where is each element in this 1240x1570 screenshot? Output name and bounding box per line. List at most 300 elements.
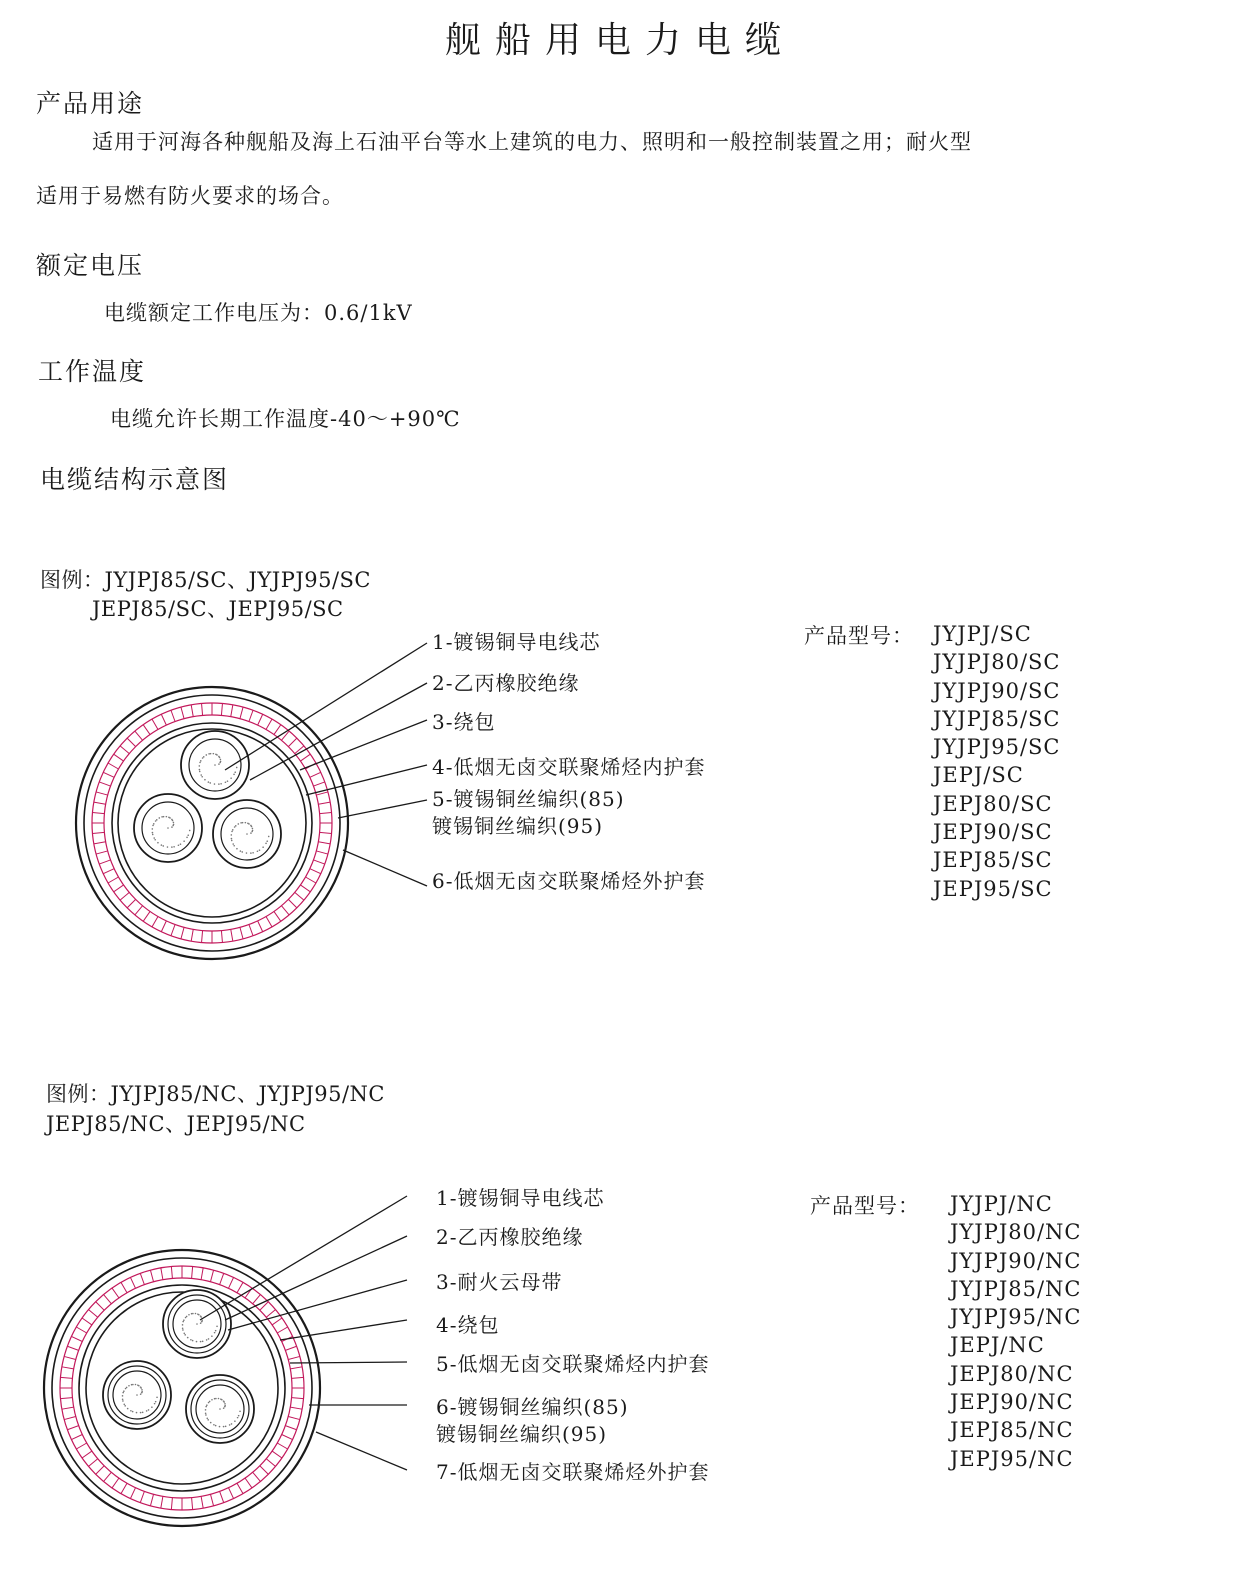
conductor-strand xyxy=(205,1409,207,1411)
model-item: JYJPJ90/NC xyxy=(950,1248,1082,1273)
braid-hatch xyxy=(288,1356,300,1359)
conductor-strand xyxy=(199,771,201,773)
braid-hatch xyxy=(76,1443,86,1449)
conductor-strand xyxy=(200,1322,202,1324)
braid-hatch xyxy=(253,1295,261,1304)
conductor-strand xyxy=(218,783,220,785)
conductor-strand xyxy=(130,1410,132,1412)
conductor-strand xyxy=(182,1324,184,1326)
conductor-strand xyxy=(126,1387,128,1389)
diagram2-model-list xyxy=(950,1190,1082,1473)
conductor-strand xyxy=(210,1422,212,1424)
conductor-strand xyxy=(167,846,169,848)
conductor-strand xyxy=(224,1406,226,1408)
braid-hatch xyxy=(120,746,129,754)
braid-hatch xyxy=(228,1277,233,1288)
usage-text-line2: 适用于易燃有防火要求的场合。 xyxy=(36,184,344,208)
braid-hatch xyxy=(245,1478,252,1488)
conductor-strand xyxy=(123,1390,125,1392)
braid-hatch xyxy=(135,906,143,915)
braid-hatch xyxy=(114,754,124,761)
conductor-strand xyxy=(122,1400,124,1402)
conductor-strand xyxy=(219,757,221,759)
braid-hatch xyxy=(202,931,203,943)
conductor-strand xyxy=(240,850,242,852)
braid-hatch xyxy=(143,725,150,735)
conductor-strand xyxy=(191,1313,193,1315)
braid-hatch xyxy=(112,1288,119,1298)
braid-hatch xyxy=(282,1434,293,1439)
diagram1-label-inner-sheath: 4-低烟无卤交联聚烯烃内护套 xyxy=(432,755,706,779)
conductor-strand xyxy=(219,762,221,764)
conductor-strand xyxy=(186,1316,188,1318)
conductor-strand xyxy=(123,1403,125,1405)
conductor-strand xyxy=(208,753,210,755)
conductor-strand xyxy=(206,1339,208,1341)
diagram2-label-braid-95: 镀锡铜丝编织(95) xyxy=(436,1422,608,1446)
conductor-strand xyxy=(227,780,229,782)
braid-hatch xyxy=(201,1496,203,1508)
conductor-strand xyxy=(167,827,169,829)
braid-hatch xyxy=(71,1336,82,1341)
diagram1-label-braid-85: 5-镀锡铜丝编织(85) xyxy=(432,787,625,811)
braid-hatch xyxy=(310,772,321,777)
conductor-strand xyxy=(219,1426,221,1428)
diagram2-label-conductor: 1-镀锡铜导电线芯 xyxy=(436,1186,605,1210)
conductor-strand xyxy=(246,852,248,854)
conductor-strand xyxy=(154,1403,156,1405)
braid-hatch xyxy=(249,924,253,935)
conductor-strand xyxy=(146,1410,148,1412)
braid-hatch xyxy=(143,911,150,921)
conductor-strand xyxy=(199,762,201,764)
conductor-strand xyxy=(140,1393,142,1395)
conductor-strand xyxy=(186,837,188,839)
conductor-strand xyxy=(231,834,233,836)
braid-hatch xyxy=(221,931,222,943)
diagram1-model-list xyxy=(933,620,1061,903)
conductor-strand xyxy=(192,1313,194,1315)
diagram1-caption-line2: JEPJ85/SC、JEPJ95/SC xyxy=(92,597,344,621)
braid-hatch xyxy=(121,1282,127,1292)
model-item: JEPJ85/NC xyxy=(950,1418,1074,1443)
model-item: JYJPJ/SC xyxy=(933,622,1032,646)
braid-hatch xyxy=(94,802,106,804)
leader-line xyxy=(290,1362,407,1363)
conductor-strand xyxy=(234,1420,236,1422)
conductor-strand xyxy=(214,764,216,766)
conductor-strand xyxy=(122,1398,124,1400)
braid-hatch xyxy=(104,1295,112,1304)
conductor-strand xyxy=(237,1417,239,1419)
braid-hatch xyxy=(135,731,143,740)
diagram1-label-outer-sheath: 6-低烟无卤交联聚烯烃外护套 xyxy=(432,869,706,893)
conductor-strand xyxy=(231,840,233,842)
conductor-strand xyxy=(230,777,232,779)
leader-line xyxy=(316,1432,407,1470)
braid-hatch xyxy=(220,1491,224,1502)
braid-hatch xyxy=(192,1498,193,1510)
braid-hatch xyxy=(171,1266,172,1278)
braid-hatch xyxy=(310,869,321,874)
conductor-strand xyxy=(207,1419,209,1421)
braid-hatch xyxy=(288,899,296,907)
conductor-strand xyxy=(223,1407,225,1409)
conductor-strand xyxy=(220,759,222,761)
braid-hatch xyxy=(202,703,203,715)
conductor-strand xyxy=(188,1314,190,1316)
braid-hatch xyxy=(318,842,330,844)
conductor-strand xyxy=(232,843,234,845)
braid-hatch xyxy=(99,860,110,864)
conductor-strand xyxy=(209,1401,211,1403)
conductor-strand xyxy=(229,1424,231,1426)
model-item: JEPJ80/NC xyxy=(950,1361,1074,1386)
braid-hatch xyxy=(82,1451,92,1458)
conductor-strand xyxy=(203,756,205,758)
braid-hatch xyxy=(60,1398,72,1399)
braid-hatch xyxy=(161,921,166,932)
braid-hatch xyxy=(266,719,272,729)
conductor-strand xyxy=(262,846,264,848)
conductor-strand xyxy=(201,776,203,778)
braid-hatch xyxy=(316,851,328,854)
braid-hatch xyxy=(96,851,108,854)
diagram1-label-insulation: 2-乙丙橡胶绝缘 xyxy=(432,671,580,695)
conductor-strand xyxy=(157,842,159,844)
braid-hatch xyxy=(221,703,222,715)
conductor-strand xyxy=(215,1330,217,1332)
conductor-strand xyxy=(257,850,259,852)
braid-hatch xyxy=(290,1367,302,1369)
conductor-strand xyxy=(169,817,171,819)
diagram2-label-outer-sheath: 7-低烟无卤交联聚烯烃外护套 xyxy=(436,1460,710,1484)
conductor-strand xyxy=(128,1385,130,1387)
braid-hatch xyxy=(76,1327,86,1333)
conductor-strand xyxy=(206,1404,208,1406)
conductor-strand xyxy=(268,836,270,838)
conductor-strand xyxy=(122,1395,124,1397)
diagram2-label-inner-sheath: 5-低烟无卤交联聚烯烃内护套 xyxy=(436,1352,710,1376)
conductor-strand xyxy=(265,843,267,845)
conductor-strand xyxy=(196,1323,198,1325)
conductor-strand xyxy=(178,844,180,846)
conductor-strand xyxy=(232,829,234,831)
braid-hatch xyxy=(274,725,281,735)
conductor-strand xyxy=(213,753,215,755)
braid-hatch xyxy=(272,1318,282,1325)
conductor-strand xyxy=(199,765,201,767)
model-item: JEPJ90/SC xyxy=(933,820,1053,845)
conductor-strand xyxy=(221,1399,223,1401)
conductor-strand xyxy=(172,820,174,822)
conductor-strand xyxy=(224,1403,226,1405)
conductor-strand xyxy=(183,840,185,842)
conductor-strand xyxy=(240,822,242,824)
braid-hatch xyxy=(140,1491,144,1502)
conductor-strand xyxy=(151,1406,153,1408)
braid-hatch xyxy=(96,1466,104,1474)
braid-hatch xyxy=(130,1277,135,1288)
braid-hatch xyxy=(237,1483,243,1493)
conductor-strand xyxy=(198,1314,200,1316)
braid-hatch xyxy=(89,1459,98,1467)
braid-hatch xyxy=(96,1302,104,1310)
conductor-strand xyxy=(138,1385,140,1387)
conductor-strand xyxy=(206,1417,208,1419)
model-item: JYJPJ85/SC xyxy=(933,706,1061,731)
diagram2-label-mica-tape: 3-耐火云母带 xyxy=(436,1270,563,1294)
conductor-strand xyxy=(266,840,268,842)
diagram1-label-wrapping: 3-绕包 xyxy=(432,710,496,734)
conductor-strand xyxy=(140,1412,142,1414)
diagram1-models-label: 产品型号： xyxy=(804,624,914,648)
conductor-strand xyxy=(161,816,163,818)
conductor-strand xyxy=(171,846,173,848)
usage-text-line1: 适用于河海各种舰船及海上石油平台等水上建筑的电力、照明和一般控制装置之用；耐火型 xyxy=(92,130,972,154)
leader-line xyxy=(338,800,427,818)
model-item: JYJPJ90/SC xyxy=(933,678,1061,703)
conductor-strand xyxy=(213,1424,215,1426)
braid-hatch xyxy=(320,832,332,833)
conductor-strand xyxy=(171,826,173,828)
conductor-strand xyxy=(214,1398,216,1400)
braid-hatch xyxy=(272,1451,282,1458)
conductor-strand xyxy=(248,823,250,825)
conductor-strand xyxy=(152,828,154,830)
conductor-strand xyxy=(182,1327,184,1329)
model-item: JEPJ90/NC xyxy=(950,1390,1074,1415)
braid-hatch xyxy=(266,917,272,927)
conductor-strand xyxy=(236,767,238,769)
conductor-strand xyxy=(259,849,261,851)
braid-hatch xyxy=(152,917,158,927)
braid-hatch xyxy=(67,1346,78,1350)
conductor-strand xyxy=(183,1319,185,1321)
leader-line xyxy=(225,643,427,770)
structure-heading: 电缆结构示意图 xyxy=(40,465,230,494)
diagram2-label-wrapping: 4-绕包 xyxy=(436,1313,500,1337)
conductor-strand xyxy=(231,838,233,840)
conductor-strand xyxy=(211,1335,213,1337)
braid-hatch xyxy=(292,1398,304,1399)
conductor-strand xyxy=(250,832,252,834)
braid-hatch xyxy=(281,906,289,915)
conductor-strand xyxy=(241,851,243,853)
braid-hatch xyxy=(171,710,175,721)
diagram1-caption-line1: 图例：JYJPJ85/SC、JYJPJ95/SC xyxy=(40,568,371,592)
braid-hatch xyxy=(300,754,310,761)
model-item: JEPJ/NC xyxy=(950,1333,1045,1358)
braid-hatch xyxy=(288,738,296,746)
model-item: JEPJ85/SC xyxy=(933,848,1053,873)
braid-hatch xyxy=(103,772,114,777)
conductor-strand xyxy=(135,1384,137,1386)
conductor-strand xyxy=(155,820,157,822)
conductor-strand xyxy=(202,757,204,759)
braid-hatch xyxy=(228,1488,233,1499)
model-item: JEPJ95/SC xyxy=(933,876,1053,901)
braid-hatch xyxy=(192,1266,193,1278)
braid-hatch xyxy=(89,1310,98,1318)
conductor-strand xyxy=(141,1392,143,1394)
braid-hatch xyxy=(320,813,332,814)
braid-hatch xyxy=(62,1367,74,1369)
conductor-strand xyxy=(132,1384,134,1386)
diagram2-caption-line1: 图例：JYJPJ85/NC、JYJPJ95/NC xyxy=(46,1082,385,1106)
braid-hatch xyxy=(108,877,118,883)
conductor-strand xyxy=(234,826,236,828)
conductor-strand xyxy=(234,771,236,773)
braid-hatch xyxy=(288,1416,300,1419)
conductor-strand xyxy=(236,848,238,850)
conductor-strand xyxy=(220,783,222,785)
conductor-strand xyxy=(180,843,182,845)
conductor-strand xyxy=(190,1339,192,1341)
braid-hatch xyxy=(150,1494,153,1506)
conductor-strand xyxy=(182,1321,184,1323)
conductor-strand xyxy=(161,844,163,846)
conductor-strand xyxy=(252,852,254,854)
conductor-strand xyxy=(173,846,175,848)
conductor-strand xyxy=(235,825,237,827)
conductor-strand xyxy=(214,1332,216,1334)
braid-hatch xyxy=(161,714,166,725)
conductor-strand xyxy=(156,1396,158,1398)
diagram2-models-label: 产品型号： xyxy=(810,1194,920,1218)
conductor-strand xyxy=(206,754,208,756)
temperature-text: 电缆允许长期工作温度-40～+90℃ xyxy=(110,407,461,431)
braid-hatch xyxy=(62,1407,74,1409)
conductor-strand xyxy=(187,1337,189,1339)
model-item: JYJPJ/NC xyxy=(950,1192,1053,1216)
conductor-strand xyxy=(173,822,175,824)
conductor-strand xyxy=(225,781,227,783)
conductor-strand xyxy=(152,832,154,834)
sheath-ring xyxy=(76,687,348,959)
conductor-strand xyxy=(141,1389,143,1391)
braid-hatch xyxy=(92,832,104,833)
temperature-heading: 工作温度 xyxy=(38,357,147,386)
conductor-strand xyxy=(183,1332,185,1334)
conductor-strand xyxy=(250,852,252,854)
conductor-strand xyxy=(209,782,211,784)
conductor-strand xyxy=(136,1412,138,1414)
braid-hatch xyxy=(266,1310,275,1318)
conductor-strand xyxy=(166,816,168,818)
braid-hatch xyxy=(210,1270,213,1282)
model-item: JYJPJ80/SC xyxy=(933,650,1061,675)
braid-hatch xyxy=(277,1327,287,1333)
conductor-strand xyxy=(122,1392,124,1394)
conductor-strand xyxy=(153,837,155,839)
braid-hatch xyxy=(266,1459,275,1467)
conductor-strand xyxy=(163,816,165,818)
conductor-strand xyxy=(124,1405,126,1407)
braid-hatch xyxy=(231,929,233,941)
braid-hatch xyxy=(313,782,324,786)
braid-hatch xyxy=(306,877,316,883)
braid-hatch xyxy=(237,1282,243,1292)
braid-hatch xyxy=(295,892,304,900)
conductor-strand xyxy=(219,1408,221,1410)
braid-hatch xyxy=(258,714,263,725)
braid-hatch xyxy=(253,1472,261,1481)
diagram2-label-insulation: 2-乙丙橡胶绝缘 xyxy=(436,1225,584,1249)
braid-hatch xyxy=(161,1268,163,1280)
braid-hatch xyxy=(140,1273,144,1284)
conductor-strand xyxy=(225,1426,227,1428)
model-item: JEPJ95/NC xyxy=(950,1446,1074,1471)
braid-hatch xyxy=(277,1443,287,1449)
conductor-strand xyxy=(153,823,155,825)
braid-hatch xyxy=(201,1268,203,1280)
braid-hatch xyxy=(71,1434,82,1439)
braid-hatch xyxy=(103,869,114,874)
braid-hatch xyxy=(220,1273,224,1284)
braid-hatch xyxy=(127,899,135,907)
conductor-strand xyxy=(233,774,235,776)
conductor-strand xyxy=(131,1384,133,1386)
braid-hatch xyxy=(258,921,263,932)
conductor-strand xyxy=(199,769,201,771)
conductor-strand xyxy=(214,783,216,785)
conductor-strand xyxy=(142,1412,144,1414)
leader-line xyxy=(343,850,427,886)
leader-line xyxy=(300,720,427,770)
braid-hatch xyxy=(150,1270,153,1282)
braid-hatch xyxy=(60,1377,72,1378)
conductor-strand xyxy=(192,1340,194,1342)
cable-cores-1 xyxy=(134,731,281,868)
braid-hatch xyxy=(152,719,158,729)
model-item: JEPJ80/SC xyxy=(933,791,1053,816)
conductor-strand xyxy=(200,1341,202,1343)
diagram2-caption-line2: JEPJ85/NC、JEPJ95/NC xyxy=(46,1112,306,1136)
conductor-strand xyxy=(252,828,254,830)
braid-hatch xyxy=(64,1416,76,1419)
conductor-strand xyxy=(245,822,247,824)
conductor-strand xyxy=(238,823,240,825)
conductor-strand xyxy=(211,1399,213,1401)
braid-hatch xyxy=(96,792,108,795)
conductor-strand xyxy=(216,1325,218,1327)
braid-hatch xyxy=(285,1346,296,1350)
braid-hatch xyxy=(121,1483,127,1493)
braid-hatch xyxy=(92,813,104,814)
braid-hatch xyxy=(112,1478,119,1488)
braid-hatch xyxy=(114,885,124,892)
braid-hatch xyxy=(191,705,193,717)
braid-hatch xyxy=(104,1472,112,1481)
conductor-strand xyxy=(218,763,220,765)
conductor-strand xyxy=(223,1401,225,1403)
conductor-strand xyxy=(155,1401,157,1403)
cable-rings-1 xyxy=(76,687,348,959)
conductor-strand xyxy=(154,839,156,841)
conductor-strand xyxy=(208,1338,210,1340)
conductor-strand xyxy=(156,819,158,821)
cable-cores-2 xyxy=(103,1290,254,1443)
braid-hatch xyxy=(292,1377,304,1378)
model-item: JYJPJ85/NC xyxy=(950,1276,1082,1301)
voltage-text: 电缆额定工作电压为：0.6/1kV xyxy=(104,301,413,325)
braid-hatch xyxy=(231,705,233,717)
braid-hatch xyxy=(82,1318,92,1325)
conductor-strand xyxy=(184,1334,186,1336)
braid-hatch xyxy=(130,1488,135,1499)
voltage-heading: 额定电压 xyxy=(36,251,145,280)
